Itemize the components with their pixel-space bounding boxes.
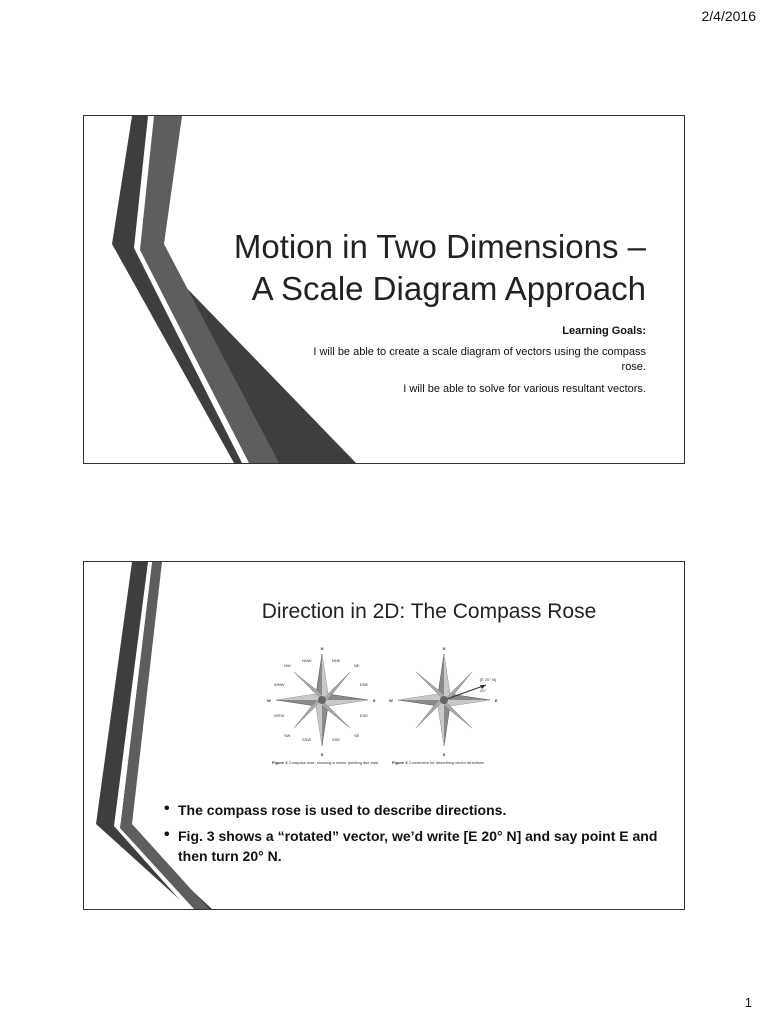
dir-ne: NE xyxy=(354,663,360,668)
goal-item: I will be able to create a scale diagram of vectors using the compass rose. xyxy=(313,346,646,373)
goal-item: I will be able to solve for various resultant vectors. xyxy=(403,383,646,395)
dir-n: N xyxy=(442,646,446,651)
dir-sw: SW xyxy=(284,733,291,738)
dir-se: SE xyxy=(354,733,360,738)
dir-wnw: WNW xyxy=(274,682,285,687)
angle-label: 20° xyxy=(480,688,487,693)
learning-goals xyxy=(286,324,646,404)
dir-e: E xyxy=(373,698,376,703)
dir-ene: ENE xyxy=(360,682,369,687)
dir-ese: ESE xyxy=(360,713,369,718)
compass-rose-icon xyxy=(267,646,376,757)
dir-w: W xyxy=(267,698,271,703)
dir-s: S xyxy=(320,752,324,757)
dir-ssw: SSW xyxy=(302,737,312,742)
figure-caption-2: Figure 3 Convention for describing vector directions xyxy=(392,760,485,765)
slide-title xyxy=(234,226,646,310)
page-date: 2/4/2016 xyxy=(701,8,756,24)
dir-n: N xyxy=(320,646,324,651)
slide-1 xyxy=(83,115,685,464)
page-number: 1 xyxy=(744,995,752,1010)
slide-title: Direction in 2D: The Compass Rose xyxy=(261,600,597,623)
dir-w: W xyxy=(389,698,393,703)
bullet-item: • Fig. 3 shows a “rotated” vector, we’d write [E 20° N] and say point E and then turn 20° N. xyxy=(164,826,684,866)
dir-nnw: NNW xyxy=(302,658,312,663)
bullet-list xyxy=(164,800,684,872)
goals-heading: Learning Goals: xyxy=(562,325,646,337)
dir-wsw: WSW xyxy=(274,713,285,718)
dir-s: S xyxy=(442,752,446,757)
dir-nw: NW xyxy=(284,663,291,668)
bullet-item: • The compass rose is used to describe directions. xyxy=(164,800,684,820)
dir-nne: NNE xyxy=(332,658,341,663)
title-line-1: Motion in Two Dimensions – xyxy=(233,228,646,265)
compass-rose-figure xyxy=(264,642,514,772)
dir-e: E xyxy=(495,698,498,703)
compass-rose-icon xyxy=(389,646,498,757)
figure-caption-1: Figure 2 Compass rose, showing a vector pointing due east xyxy=(272,760,379,765)
vector-label: [E 20° N] xyxy=(480,677,497,682)
title-line-2: A Scale Diagram Approach xyxy=(251,270,646,307)
dir-sse: SSE xyxy=(332,737,341,742)
slide-2 xyxy=(83,561,685,910)
